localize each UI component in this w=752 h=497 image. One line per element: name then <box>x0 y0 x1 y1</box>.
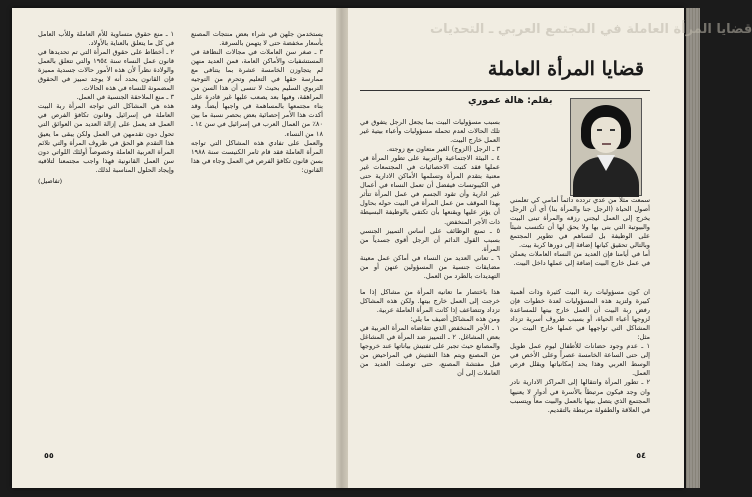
paragraph: سمعت مثلاً من عدي تردده دائماً أمامي كي تعلمني أصول الحياة (الرجل جنا والمرأة بنا) أي أن الرجل يخرج إلى العمل ليجني رزقه والمرأة تبنى البيت والبيوتية التي بنى بها ولا يحق لها أن تكتسب شيئاً على الوظيفة بل لتساهم في تطوير المجتمع وبالتالي تحقيق كيانها إضافة إلى دورها كربة بيت. <box>510 196 650 250</box>
paragraph: ٢ ـ تطور المرأة وانتقالها إلى المراكز الادارية نادر وان وجد فيكون مرتبطاً بالأسرة في أدوار لا يعنيها المجتمع الذي يتصل بيتها بالعمل والبيت معاً ويتسبب في العلاقة والطفولة مرتبطة بالتقديم. <box>510 378 650 414</box>
signoff: (تفاصيل) <box>38 176 63 185</box>
paragraph: ٥ ـ تمنع الوظائف على أساس التمييز الجنسي بسبب القول الدائم أن الرجل أقوى جسدياً من المرأة. <box>360 226 500 253</box>
paragraph: ٣ ـ الرجل (الزوج) الغير متعاون مع زوجته. <box>386 145 500 154</box>
paragraph: بسبب مسؤوليات البيت بما يجعل الرجل يتفوق في تلك الحالات لعدم تحمله مسؤوليات وأعباء بيتية غير العمل خارج البيت. <box>360 118 500 145</box>
paragraph: ١ ـ منع حقوق متساوية للأم العاملة وللأب العامل في كل ما يتعلق بالعناية بالأولاد. <box>38 30 174 48</box>
paragraph: هذه هي المشاكل التي تواجه المرأة ربة البيت العاملة في إسرائيل وقانون تكافؤ الفرص في العمل قد يعمل على إزالة العديد من العوائق التي تحول دون تقدمهن في العمل ولكن يبقى ما يعيق هذا التقدم هو الحق في ظروف المرأة والتي تلائم المرأة العربية العاملة وخصوصاً أولئك اللواتي دون سن العمل القانونية فهذا واجب مجتمعنا لتلافيه وإيجاد الحلول المناسبة لذلك. <box>38 102 174 174</box>
page-number: ٥٤ <box>636 451 646 460</box>
paragraph: ان كون مسؤوليات ربة البيت كثيرة وذات أهمية كبيرة ولتزيد هذه المسؤوليات لعدة خطوات فإن رفض ربة البيت أن العمل خارج بيتها للمساعدة لزوجها أعباء الحياة، أو بسبب ظروف أسرية تزداد المشاكل التي تواجهها في عملها خارج البيت من مثل: <box>510 288 650 342</box>
left-page-left-column <box>38 30 174 186</box>
byline: بقلم: هالة عموري <box>468 95 553 106</box>
left-page-right-column <box>191 30 323 175</box>
paragraph: يستخدمن جلهن في شراء بعض منتجات المصنع بأسعار مخفضة حتى لا يتهمن بالسرقة. <box>191 30 323 48</box>
paragraph: ٣ ـ منع الملاحقة الجنسية في العمل. <box>76 93 174 102</box>
book-gutter <box>336 8 348 488</box>
author-photo <box>570 98 642 196</box>
paragraph: ومن هذه المشاكل أضيف ما يلي: <box>410 315 500 324</box>
paragraph: ٤ ـ البيئة الاجتماعية والتربية على تطور المرأة في عملها فقد كتبت الاحصائيات في المجتمعات غير معنية بتقدم المرأة وتسلمها الأماكن الادارية حتى في الكيبوتسات فيفضل أن تعمل النساء في أعمال غير ادارية وأن تقود الجسم في عمل المرأة تتأثر بهذا الموقف من عمل المرأة في البيت حوله بحاول أن يؤثر عليها ويقنعها بأن تكتفي بالوظيفة البسيطة ذات الأجر المنخفض. <box>360 154 500 226</box>
bleed-through-title: قضايا المرأة العاملة في المجتمع العربي ـ التحديات <box>430 22 752 37</box>
left-page <box>38 20 323 460</box>
paragraph: والعمل على تفادي هذه المشاكل التي تواجه المرأة العاملة فقد قام ثامر الكنيست سنة ١٩٨٨ بسن قانون تكافؤ الفرص في العمل وجاء في هذا القانون: <box>191 138 323 174</box>
paragraph: ١ ـ عدم وجود حضانات للأطفال ليوم عمل طويل إلى حتى الساعة الخامسة عصراً وعلى الأخص في الوسط العربي وهذا يحد إمكانياتها ويقلل فرص العمل. <box>510 342 650 378</box>
right-page-lower-right <box>510 288 650 415</box>
paragraph: أما في أيامنا فإن العديد من النساء العاملات يعملن في عمل خارج البيت إضافة إلى عملها داخل البيت. <box>510 250 650 268</box>
right-page <box>360 20 752 460</box>
paragraph: ١ ـ الأجر المنخفض الذي تتقاضاه المرأة العربية في بعض المشاغل. ٢ ـ التمييز ضد المرأة في المشاغل والمصانع حيث تجبر على تفتيش بياناتها عند خروجها من المصنع ويتم هذا التفتيش في المراحيض من قبل مفتشة المصنع، حتى توصلت العديد من العاملات إلى أن <box>360 324 501 378</box>
paragraph: ٣ ـ صغر سن العاملات في مجالات النظافة في المستشفيات والأماكن العامة، فمن العديد منهن لم يتجاوزن الخامسة عشرة بما يتنافى مع ممارسة حقها في التعليم وتحرم من التوجيه التربوي السليم بحيث لا تنسى أن هذا السن من المراهقة، وفيها بعد يصعب عليها غير قادرة على بناء مجتمعها بالمساهمة في واجبها أيضاً. وقد أكدت هذا الأمر إحصائية بعض بحصر نسبة ما بين ٨٠٪ من العمال العرب في إسرائيل في سن ١٤ ـ ١٨ من النساء. <box>191 48 323 138</box>
page-number: ٥٥ <box>44 451 54 460</box>
right-page-right-column <box>510 196 650 268</box>
paragraph: ٢ ـ أخطاط على حقوق المرأة التي تم تحديدها في قانون عمل النساء سنة ١٩٥٤ والتي تتعلق بالعمل والولادة نظراً لأن هذه الأمور حالات جسدية مميزة فإن القانون يحدد أنه لا يوجد تمييز في الحقوق المضمونة للنساء في هذه الحالات. <box>38 48 174 93</box>
paragraph: هذا باختصار ما تعانيه المرأة من مشاكل إذا ما خرجت إلى العمل خارج بيتها. ولكن هذه المشاكل تزداد وتتضاعف إذا كانت المرأة العاملة عربية. <box>360 288 500 315</box>
paragraph: ٦ ـ تعاني العديد من النساء في أماكن عمل معينة مضايقات جنسية من المسؤولين عنهن أو من التهديدات بالطرد من العمل. <box>360 253 500 280</box>
article-headline: قضايا المرأة العاملة <box>487 58 644 80</box>
right-page-lower-columns <box>360 288 650 415</box>
page-edges <box>686 8 700 488</box>
right-page-left-column <box>360 118 500 281</box>
right-page-lower-left <box>360 288 500 415</box>
headline-rule <box>360 90 650 91</box>
